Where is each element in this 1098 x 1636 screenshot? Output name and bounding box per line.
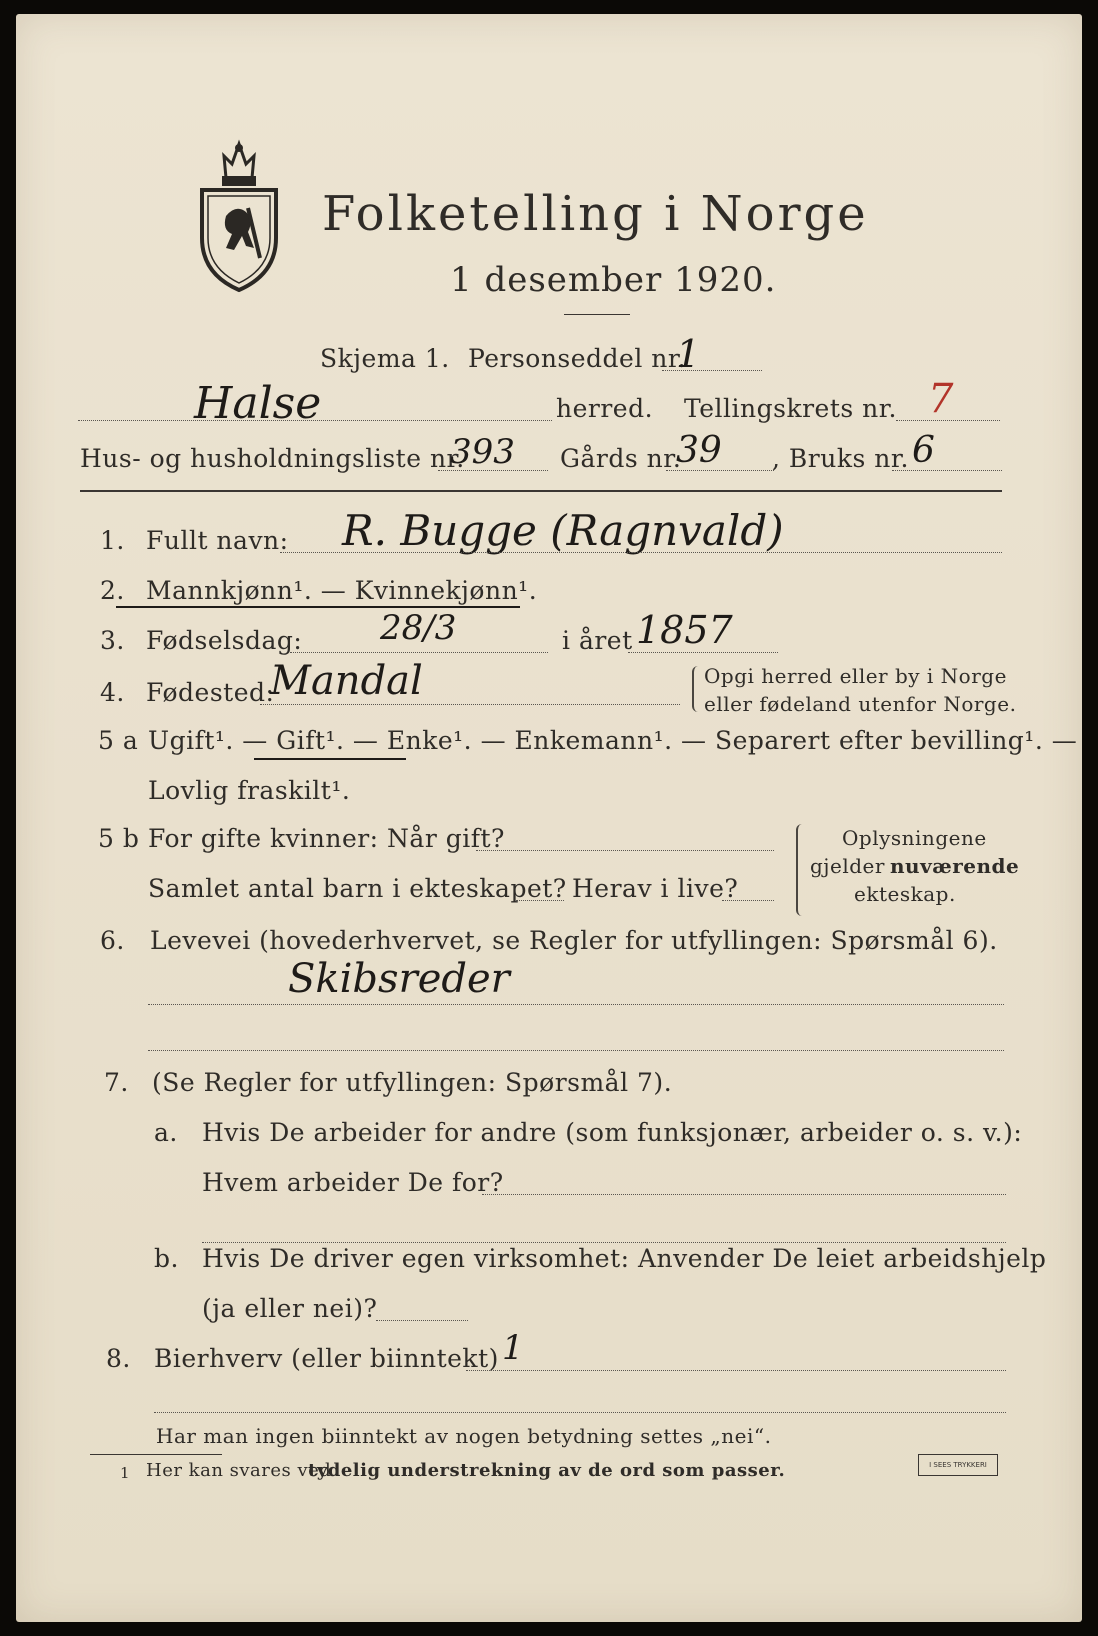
q5b-note-brace — [796, 824, 806, 916]
q7a-line1: Hvis De arbeider for andre (som funksjonær, arbeider o. s. v.): — [202, 1118, 1023, 1147]
q7b-field-line — [376, 1320, 468, 1321]
title-divider — [564, 314, 630, 315]
q5b-number: 5 b — [98, 824, 140, 853]
personseddel-label: Personseddel nr. — [468, 344, 687, 373]
husliste-value: 393 — [450, 432, 515, 472]
q8-field-line-2 — [154, 1412, 1006, 1413]
tellingskrets-value: 7 — [928, 376, 954, 422]
q5b-children-field-line — [516, 900, 564, 901]
q7b-line1: Hvis De driver egen virksomhet: Anvender De leiet arbeidshjelp — [202, 1244, 1047, 1273]
q5b-married-field-line — [476, 850, 774, 851]
q5b-note-line1: Oplysningene — [842, 826, 987, 850]
q3-field-line — [290, 652, 548, 653]
q7b-letter: b. — [154, 1244, 179, 1273]
q3-year-label: i året — [562, 626, 633, 655]
herred-label: herred. — [556, 394, 654, 423]
q3-birthday-value: 28/3 — [380, 608, 457, 648]
q8-number: 8. — [106, 1344, 131, 1373]
q7a-employer-label: Hvem arbeider De for? — [202, 1168, 504, 1197]
gards-field-line — [666, 470, 774, 471]
q7b-hired-help-label: (ja eller nei)? — [202, 1294, 378, 1323]
q5a-line2: Lovlig fraskilt¹. — [148, 776, 351, 805]
q8-side-income-value: 1 — [502, 1328, 524, 1368]
q5a-underline-mark — [254, 758, 406, 760]
q8-field-line — [466, 1370, 1006, 1371]
norway-coat-of-arms-icon — [196, 138, 282, 294]
herred-value: Halse — [194, 378, 322, 429]
q1-label: Fullt navn: — [146, 526, 289, 555]
footnote-mark: 1 — [120, 1464, 131, 1482]
q4-birthplace-value: Mandal — [270, 658, 423, 704]
q3-label: Fødselsdag: — [146, 626, 303, 655]
q5b-children-label: Samlet antal barn i ekteskapet? — [148, 874, 567, 903]
q4-note-brace — [692, 666, 700, 712]
bruks-label: , Bruks nr. — [772, 444, 909, 473]
bruks-field-line — [892, 470, 1002, 471]
herred-field-line — [78, 420, 552, 421]
q2-sex-options: Mannkjønn¹. — Kvinnekjønn¹. — [146, 576, 538, 605]
q1-full-name-value: R. Bugge (Ragnvald) — [342, 506, 784, 555]
q6-number: 6. — [100, 926, 125, 955]
q2-underline-mark — [116, 606, 520, 608]
gards-label: Gårds nr. — [560, 444, 682, 473]
bruks-value: 6 — [912, 430, 935, 471]
q5b-note-emphasis: nuværende — [890, 854, 1020, 878]
gards-value: 39 — [676, 430, 722, 471]
husliste-label: Hus- og husholdningsliste nr. — [80, 444, 465, 473]
footer-note: Har man ingen biinntekt av nogen betydning settes „nei“. — [156, 1424, 772, 1448]
q8-label: Bierhverv (eller biinntekt) — [154, 1344, 499, 1373]
q4-note-line1: Opgi herred eller by i Norge — [704, 664, 1007, 688]
q6-occupation-value: Skibsreder — [288, 956, 510, 1002]
q4-note-line2: eller fødeland utenfor Norge. — [704, 692, 1017, 716]
q7-label: (Se Regler for utfyllingen: Spørsmål 7). — [152, 1068, 673, 1097]
header-separator — [80, 490, 1002, 492]
tellingskrets-label: Tellingskrets nr. — [684, 394, 897, 423]
q4-label: Fødested: — [146, 678, 275, 707]
q7a-employer-field-line-2 — [202, 1242, 1006, 1243]
footnote-emphasis: tydelig understrekning av de ord som passer. — [308, 1460, 786, 1481]
form-title: Folketelling i Norge — [322, 186, 869, 242]
q6-field-line-2 — [148, 1050, 1004, 1051]
census-form-sheet — [16, 14, 1082, 1622]
q6-label: Levevei (hovederhvervet, se Regler for utfyllingen: Spørsmål 6). — [150, 926, 998, 955]
q5b-married-when-label: For gifte kvinner: Når gift? — [148, 824, 505, 853]
q5b-alive-label: Herav i live? — [572, 874, 739, 903]
q4-number: 4. — [100, 678, 125, 707]
personseddel-field-line — [662, 370, 762, 371]
q5b-note-line3: ekteskap. — [854, 882, 956, 906]
q7-number: 7. — [104, 1068, 129, 1097]
q6-field-line — [148, 1004, 1004, 1005]
q3-year-value: 1857 — [636, 608, 733, 652]
q7a-letter: a. — [154, 1118, 178, 1147]
q5a-number: 5 a — [98, 726, 139, 755]
census-date: 1 desember 1920. — [450, 260, 777, 300]
q3-year-field-line — [628, 652, 778, 653]
footnote-separator — [90, 1454, 222, 1455]
q4-field-line — [260, 704, 680, 705]
q1-number: 1. — [100, 526, 125, 555]
tellingskrets-field-line — [896, 420, 1000, 421]
footnote-text: Her kan svares ved — [146, 1460, 332, 1481]
q2-number: 2. — [100, 576, 125, 605]
q5a-marital-options: Ugift¹. — Gift¹. — Enke¹. — Enkemann¹. — Separert efter bevilling¹. — — [148, 726, 1078, 755]
q5b-alive-field-line — [722, 900, 774, 901]
printer-stamp: I SEES TRYKKERI — [918, 1454, 998, 1476]
husliste-field-line — [438, 470, 548, 471]
personseddel-value: 1 — [676, 332, 701, 376]
q3-number: 3. — [100, 626, 125, 655]
q7a-employer-field-line — [482, 1194, 1006, 1195]
q1-field-line — [280, 552, 1002, 553]
schema-label: Skjema 1. — [320, 344, 450, 373]
q5b-note-line2: gjelder — [810, 854, 885, 878]
